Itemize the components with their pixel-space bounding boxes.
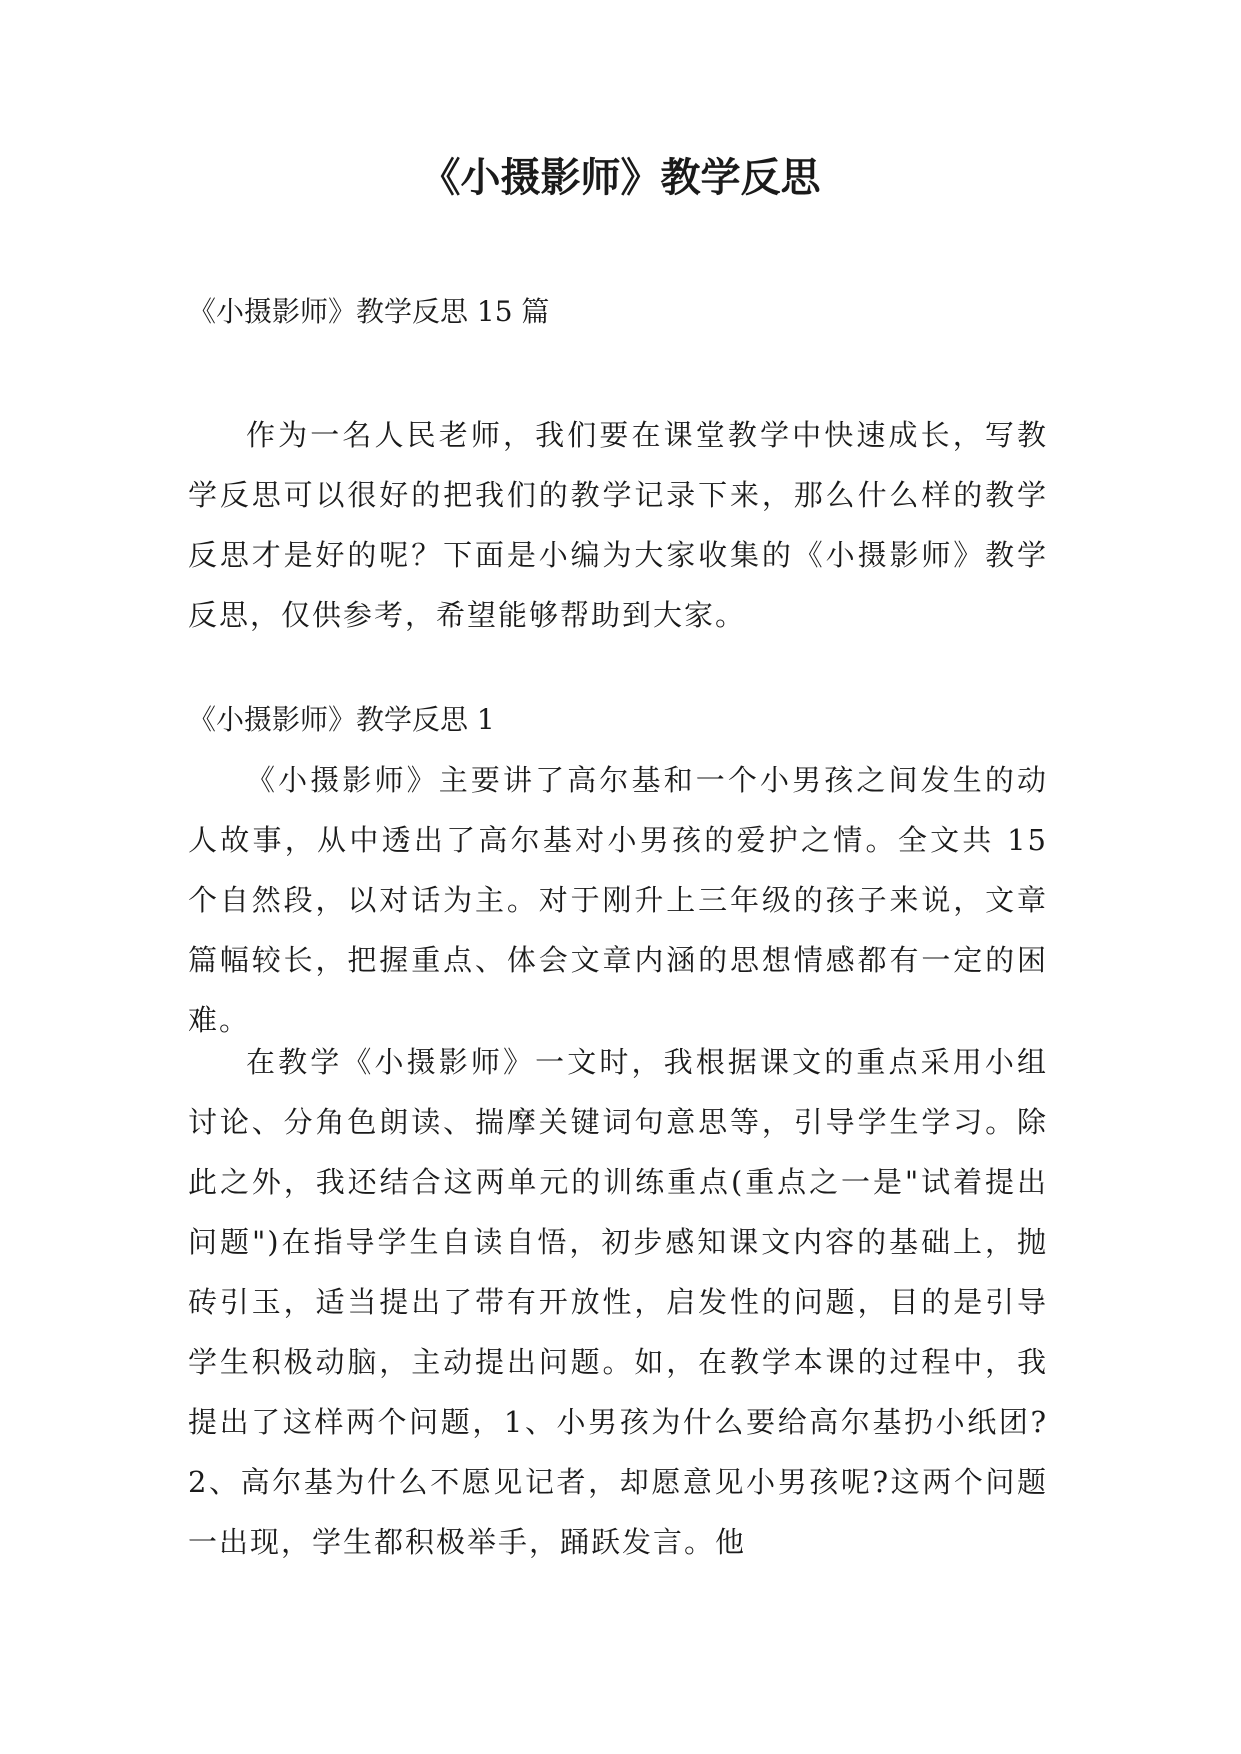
intro-paragraph: 作为一名人民老师，我们要在课堂教学中快速成长，写教学反思可以很好的把我们的教学记录下来，那么什么样的教学反思才是好的呢？下面是小编为大家收集的《小摄影师》教学反思，仅供参考，希望能够帮助到大家。 <box>188 418 1048 632</box>
document-subtitle: 《小摄影师》教学反思 15 篇 <box>188 295 550 328</box>
page-title: 《小摄影师》教学反思 <box>420 155 821 201</box>
body-paragraph: 《小摄影师》主要讲了高尔基和一个小男孩之间发生的动人故事，从中透出了高尔基对小男孩的爱护之情。全文共 15 个自然段，以对话为主。对于刚升上三年级的孩子来说，文章篇幅较长，把握重点、体会文章内涵的思想情感都有一定的困难。 <box>188 763 1048 1037</box>
section-heading: 《小摄影师》教学反思 1 <box>188 703 495 736</box>
body-paragraph: 在教学《小摄影师》一文时，我根据课文的重点采用小组讨论、分角色朗读、揣摩关键词句意思等，引导学生学习。除此之外，我还结合这两单元的训练重点(重点之一是"试着提出问题")在指导学生自读自悟，初步感知课文内容的基础上，抛砖引玉，适当提出了带有开放性，启发性的问题，目的是引导学生积极动脑，主动提出问题。如，在教学本课的过程中，我提出了这样两个问题，1、小男孩为什么要给高尔基扔小纸团?2、高尔基为什么不愿见记者，却愿意见小男孩呢?这两个问题一出现，学生都积极举手，踊跃发言。他 <box>188 1045 1048 1559</box>
